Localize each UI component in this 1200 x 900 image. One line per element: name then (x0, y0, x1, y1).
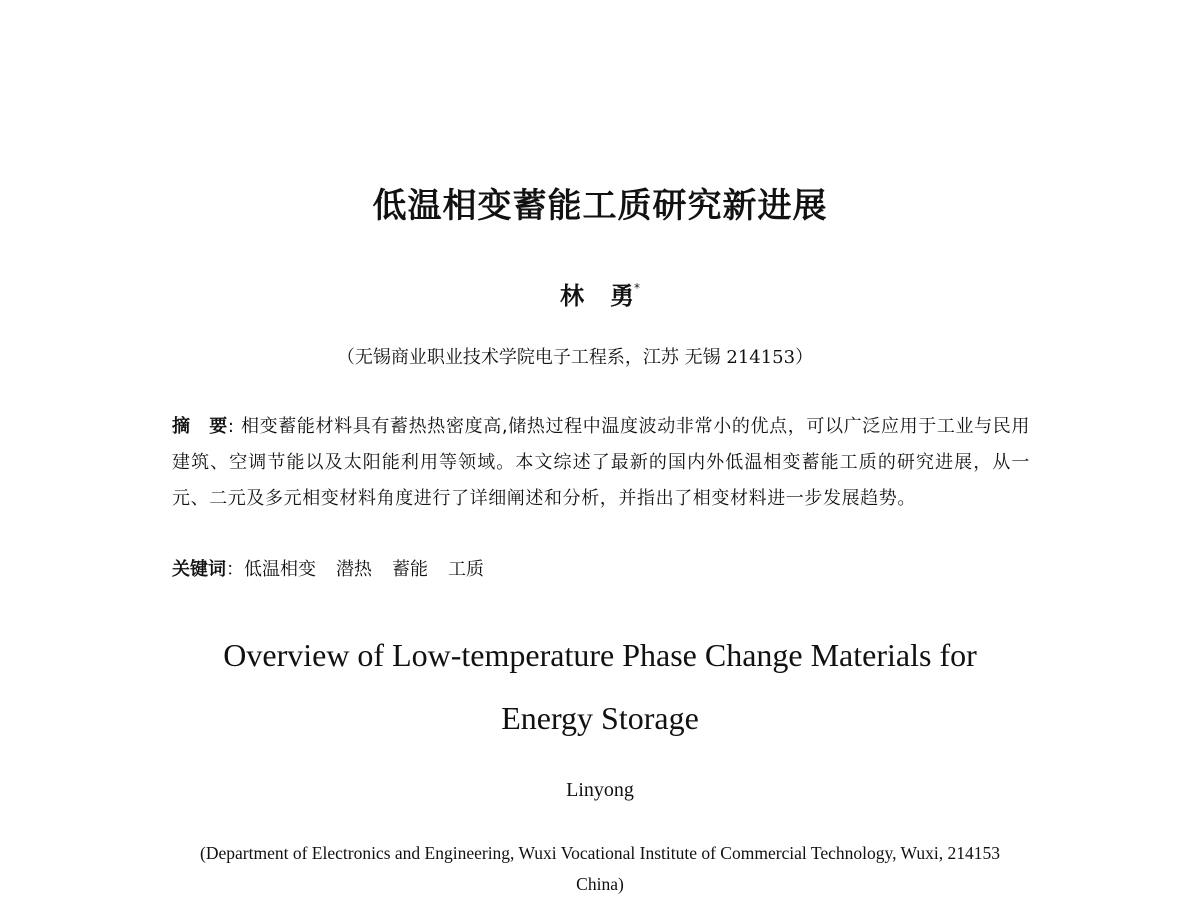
chinese-keywords (172, 553, 1030, 587)
keyword: 潜热 (336, 559, 372, 580)
keywords-label: 关键词 (172, 559, 226, 580)
author-given-name: 勇 (610, 282, 634, 310)
keywords-separator: ： (226, 559, 244, 580)
chinese-abstract (172, 409, 1030, 517)
english-affiliation: (Department of Electronics and Engineering, Wuxi Vocational Institute of Commercial Technology, Wuxi, 214153 China) (200, 843, 1000, 894)
english-title (0, 624, 1200, 750)
author-surname: 林 (560, 282, 584, 310)
english-author: Linyong (566, 779, 634, 801)
english-title-line-2: Energy Storage (501, 700, 699, 736)
chinese-author (0, 270, 1200, 314)
author-footnote-mark: * (634, 281, 640, 295)
keyword: 低温相变 (244, 559, 316, 580)
abstract-label: 摘 要 (172, 416, 228, 437)
chinese-title: 低温相变蓄能工质研究新进展 (372, 186, 828, 226)
chinese-affiliation: （无锡商业职业技术学院电子工程系，江苏 无锡 214153） (336, 347, 814, 368)
keyword: 工质 (448, 559, 484, 580)
keyword: 蓄能 (392, 559, 428, 580)
abstract-separator: : (227, 416, 241, 437)
english-title-line-1: Overview of Low-temperature Phase Change Materials for (223, 637, 977, 673)
abstract-text: 相变蓄能材料具有蓄热热密度高,储热过程中温度波动非常小的优点，可以广泛应用于工业与民用建筑、空调节能以及太阳能利用等领域。本文综述了最新的国内外低温相变蓄能工质的研究进展，从一元、二元及多元相变材料角度进行了详细阐述和分析，并指出了相变材料进一步发展趋势。 (172, 416, 1030, 509)
